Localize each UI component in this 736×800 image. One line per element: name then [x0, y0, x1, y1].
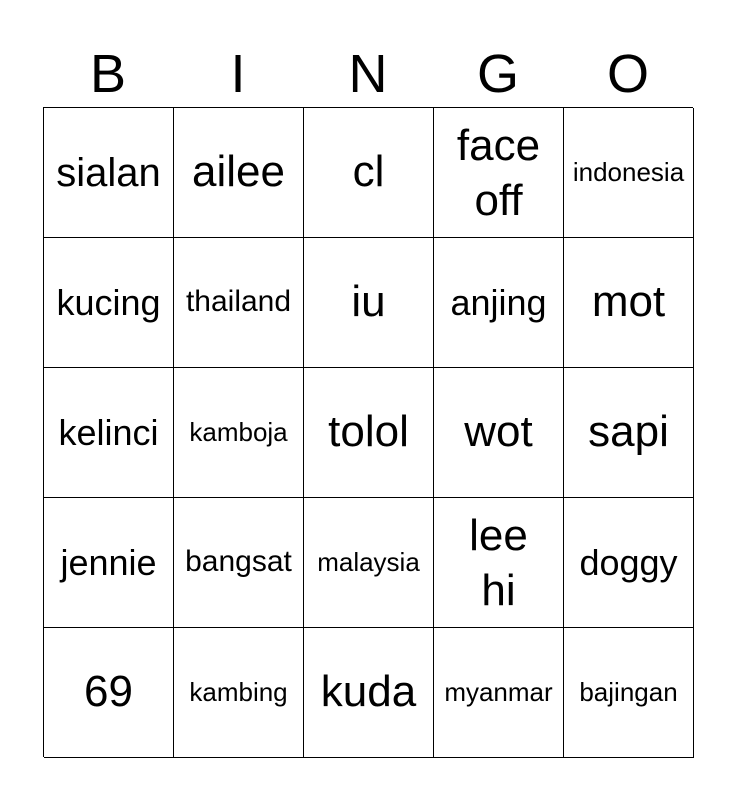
- bingo-header: [43, 40, 693, 108]
- bingo-cell[interactable]: [44, 368, 174, 498]
- cell-text: iu: [351, 277, 386, 327]
- bingo-cell[interactable]: [304, 498, 434, 628]
- cell-text: bangsat: [185, 545, 292, 579]
- bingo-cell[interactable]: [434, 238, 564, 368]
- bingo-cell[interactable]: [434, 108, 564, 238]
- bingo-cell[interactable]: [304, 238, 434, 368]
- cell-text: mot: [591, 277, 666, 327]
- cell-text: wot: [464, 407, 533, 457]
- bingo-board: [43, 107, 693, 757]
- cell-text: indonesia: [572, 156, 685, 187]
- cell-text: kucing: [56, 281, 161, 323]
- bingo-cell[interactable]: [304, 368, 434, 498]
- cell-text: sialan: [56, 150, 161, 195]
- cell-text: jennie: [60, 541, 157, 583]
- header-letter-o: O: [606, 44, 649, 104]
- bingo-cell[interactable]: [564, 498, 694, 628]
- cell-text: 69: [84, 667, 133, 717]
- bingo-cell[interactable]: [564, 238, 694, 368]
- header-letter-b: B: [89, 44, 127, 104]
- bingo-cell[interactable]: [44, 238, 174, 368]
- bingo-cell[interactable]: [174, 628, 304, 758]
- bingo-cell[interactable]: [44, 108, 174, 238]
- bingo-cell[interactable]: [564, 368, 694, 498]
- cell-text: bajingan: [579, 676, 678, 707]
- cell-text: kelinci: [58, 411, 159, 453]
- cell-text: kuda: [320, 667, 417, 717]
- bingo-cell[interactable]: [304, 108, 434, 238]
- bingo-cell[interactable]: [564, 628, 694, 758]
- bingo-cell[interactable]: [174, 368, 304, 498]
- header-letter-g: G: [476, 44, 519, 104]
- cell-text: ailee: [192, 147, 285, 197]
- cell-text: tolol: [328, 407, 409, 457]
- bingo-cell[interactable]: [44, 628, 174, 758]
- bingo-cell[interactable]: [174, 238, 304, 368]
- bingo-cell[interactable]: [434, 368, 564, 498]
- cell-text: lee hi: [469, 510, 528, 615]
- bingo-cell[interactable]: [434, 498, 564, 628]
- bingo-cell[interactable]: [174, 108, 304, 238]
- bingo-cell[interactable]: [564, 108, 694, 238]
- header-letter-i: I: [230, 44, 246, 104]
- cell-text: anjing: [450, 281, 547, 323]
- cell-text: kamboja: [189, 416, 288, 447]
- cell-text: sapi: [588, 407, 669, 457]
- cell-text: thailand: [185, 285, 292, 319]
- header-letter-n: N: [348, 44, 388, 104]
- cell-text: cl: [352, 147, 385, 197]
- bingo-cell[interactable]: [44, 498, 174, 628]
- cell-text: malaysia: [317, 546, 420, 577]
- cell-text: doggy: [579, 541, 678, 583]
- cell-text: face off: [456, 120, 541, 225]
- bingo-cell[interactable]: [434, 628, 564, 758]
- cell-text: kambing: [189, 676, 288, 707]
- bingo-cell[interactable]: [304, 628, 434, 758]
- bingo-cell[interactable]: [174, 498, 304, 628]
- cell-text: myanmar: [444, 676, 553, 707]
